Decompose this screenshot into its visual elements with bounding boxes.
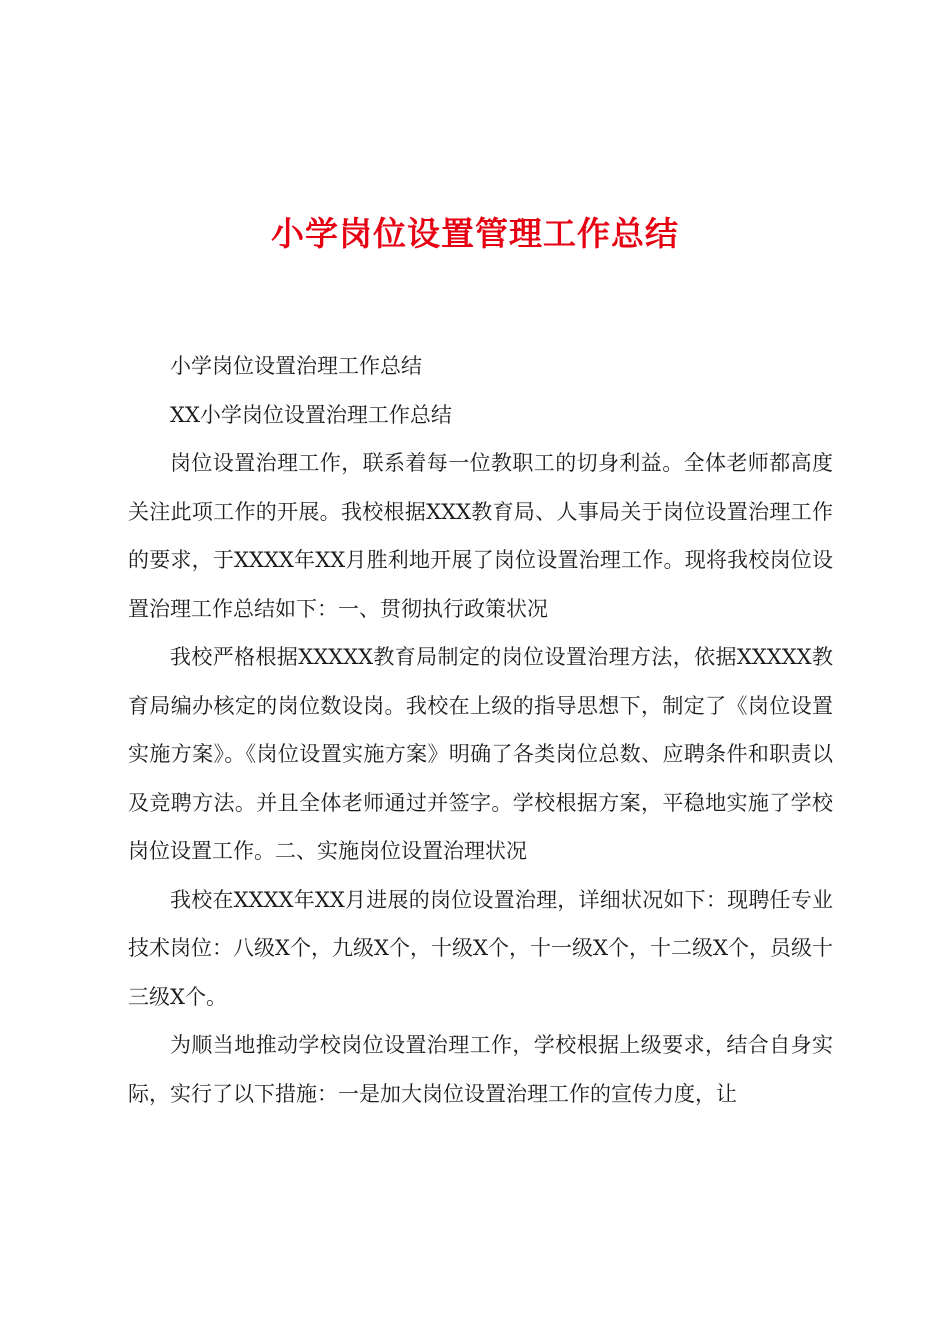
paragraph: 岗位设置治理工作，联系着每一位教职工的切身利益。全体老师都高度关注此项工作的开展。我校根据XXX教育局、人事局关于岗位设置治理工作的要求，于XXXX年XX月胜利地开展了岗位设置治理工作。现将我校岗位设置治理工作总结如下：一、贯彻执行政策状况 <box>128 451 833 621</box>
paragraph-subtitle: 小学岗位设置治理工作总结 <box>170 354 422 378</box>
document-title: 小学岗位设置管理工作总结 <box>271 214 679 253</box>
paragraph: 我校严格根据XXXXX教育局制定的岗位设置治理方法，依据XXXXX教育局编办核定的岗位数设岗。我校在上级的指导思想下，制定了《岗位设置实施方案》。《岗位设置实施方案》明确了各类岗位总数、应聘条件和职责以及竞聘方法。并且全体老师通过并签字。学校根据方案，平稳地实施了学校岗位设置工作。二、实施岗位设置治理状况 <box>128 645 833 863</box>
paragraph: 为顺当地推动学校岗位设置治理工作，学校根据上级要求，结合自身实际，实行了以下措施：一是加大岗位设置治理工作的宣传力度，让 <box>128 1033 833 1106</box>
document-body <box>128 342 833 1118</box>
paragraph-heading: XX小学岗位设置治理工作总结 <box>170 402 452 427</box>
paragraph: 我校在XXXX年XX月进展的岗位设置治理，详细状况如下：现聘任专业技术岗位：八级X个，九级X个，十级X个，十一级X个，十二级X个，员级十三级X个。 <box>128 887 833 1009</box>
